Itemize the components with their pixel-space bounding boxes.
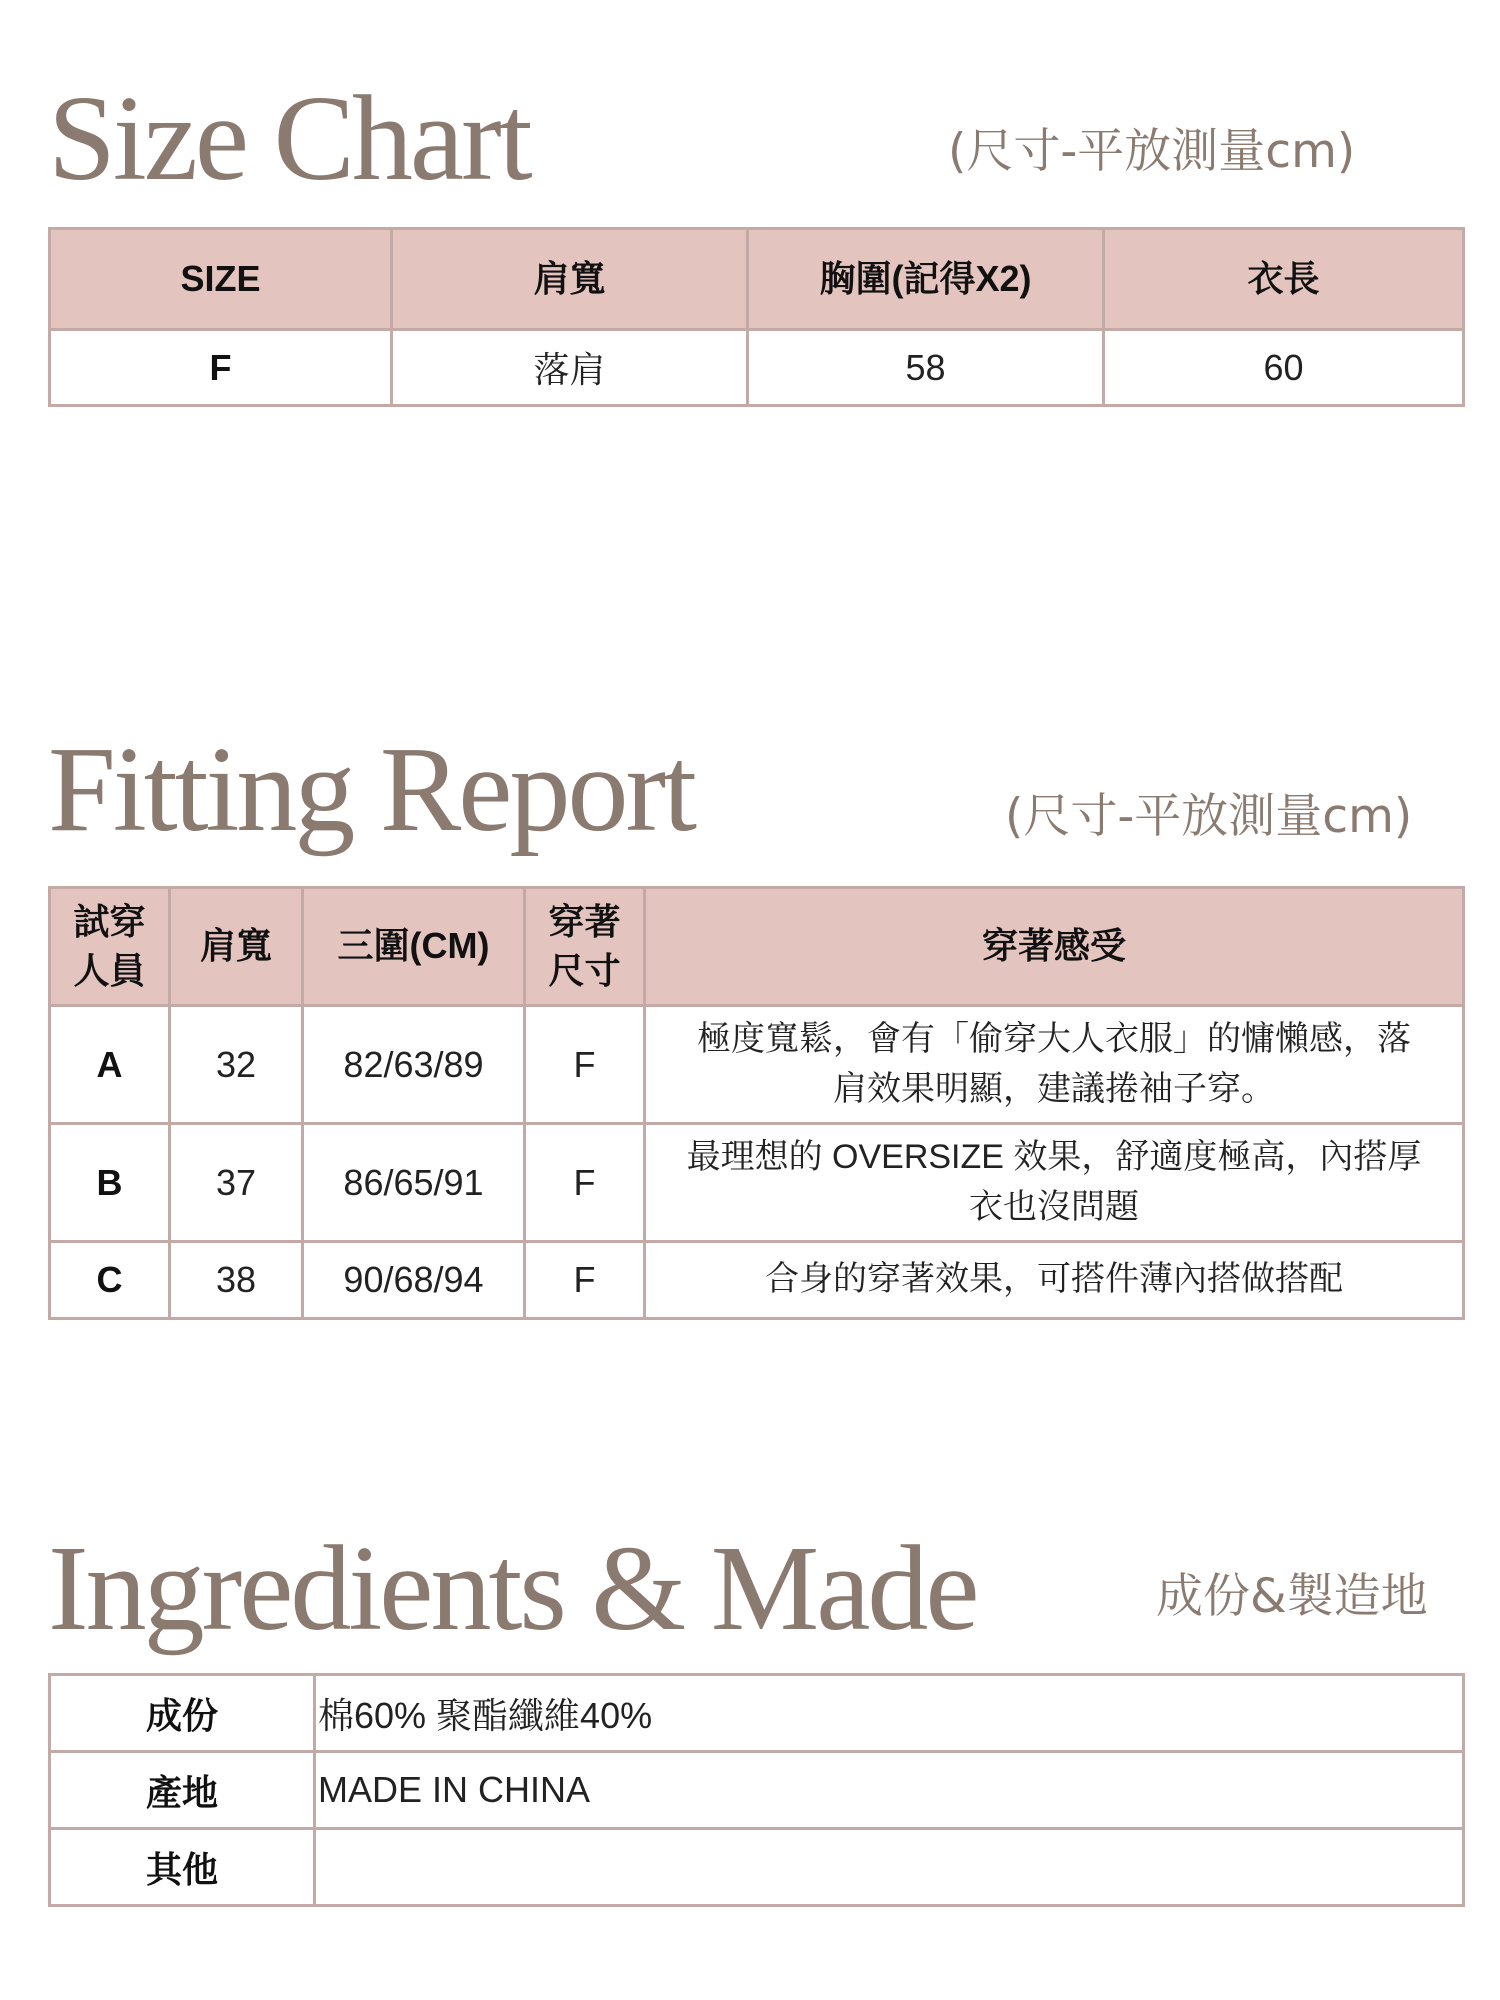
size-chart-row: [50, 330, 1464, 406]
feeling-cell: [645, 1124, 1464, 1242]
chest-header-cell: 胸圍(記得X2): [748, 229, 1104, 330]
ingredients-label: 其他: [50, 1829, 315, 1906]
worn-size-header-cell: [525, 888, 645, 1006]
fitting-header-row: [50, 888, 1464, 1006]
tester-header-line1: 試穿: [73, 900, 146, 942]
size-chart-table: [48, 227, 1465, 407]
feeling-cell: [645, 1006, 1464, 1124]
fitting-row: [50, 1006, 1464, 1124]
size-header-cell: SIZE: [50, 229, 392, 330]
length-header-cell: 衣長: [1104, 229, 1464, 330]
shoulder-header-cell: 肩寬: [170, 888, 303, 1006]
size-cell: F: [50, 330, 392, 406]
tester-header-line2: 人員: [73, 949, 146, 991]
tester-cell: A: [50, 1006, 170, 1124]
ingredients-value: [315, 1829, 1464, 1906]
ingredients-title: Ingredients & Made: [48, 1521, 977, 1656]
measurements-cell: 90/68/94: [303, 1242, 525, 1319]
length-cell: 60: [1104, 330, 1464, 406]
chest-cell: 58: [748, 330, 1104, 406]
feeling-line2: 肩效果明顯，建議捲袖子穿。: [833, 1069, 1275, 1108]
fitting-report-title: Fitting Report: [48, 722, 694, 857]
feeling-line2: 衣也沒問題: [969, 1187, 1139, 1226]
feeling-cell: [645, 1242, 1464, 1319]
ingredients-table: [48, 1673, 1465, 1907]
shoulder-cell: 落肩: [392, 330, 748, 406]
feeling-header-cell: 穿著感受: [645, 888, 1464, 1006]
worn-size-header-line1: 穿著: [548, 900, 621, 942]
ingredients-value: MADE IN CHINA: [315, 1752, 1464, 1829]
measurements-cell: 82/63/89: [303, 1006, 525, 1124]
shoulder-header-cell: 肩寬: [392, 229, 748, 330]
tester-cell: B: [50, 1124, 170, 1242]
worn-size-cell: F: [525, 1006, 645, 1124]
measurements-header-cell: 三圍(CM): [303, 888, 525, 1006]
feeling-line1: 合身的穿著效果，可搭件薄內搭做搭配: [765, 1260, 1343, 1299]
ingredients-row: [50, 1752, 1464, 1829]
ingredients-row: [50, 1675, 1464, 1752]
fitting-row: [50, 1124, 1464, 1242]
measurements-cell: 86/65/91: [303, 1124, 525, 1242]
size-chart-note: (尺寸-平放測量cm): [948, 124, 1356, 179]
fitting-row: [50, 1242, 1464, 1319]
ingredients-label: 產地: [50, 1752, 315, 1829]
size-chart-title: Size Chart: [48, 71, 530, 206]
ingredients-note: 成份&製造地: [1156, 1569, 1428, 1624]
fitting-report-note: (尺寸-平放測量cm): [1005, 789, 1413, 844]
worn-size-header-line2: 尺寸: [548, 949, 621, 991]
ingredients-value: 棉60% 聚酯纖維40%: [315, 1675, 1464, 1752]
feeling-line1: 極度寬鬆，會有「偷穿大人衣服」的慵懶感，落: [697, 1020, 1411, 1059]
tester-cell: C: [50, 1242, 170, 1319]
feeling-line1: 最理想的 OVERSIZE 效果，舒適度極高，內搭厚: [686, 1138, 1422, 1177]
tester-header-cell: [50, 888, 170, 1006]
ingredients-row: [50, 1829, 1464, 1906]
shoulder-cell: 38: [170, 1242, 303, 1319]
shoulder-cell: 37: [170, 1124, 303, 1242]
worn-size-cell: F: [525, 1242, 645, 1319]
shoulder-cell: 32: [170, 1006, 303, 1124]
ingredients-label: 成份: [50, 1675, 315, 1752]
size-chart-header-row: [50, 229, 1464, 330]
fitting-report-table: [48, 886, 1465, 1320]
worn-size-cell: F: [525, 1124, 645, 1242]
